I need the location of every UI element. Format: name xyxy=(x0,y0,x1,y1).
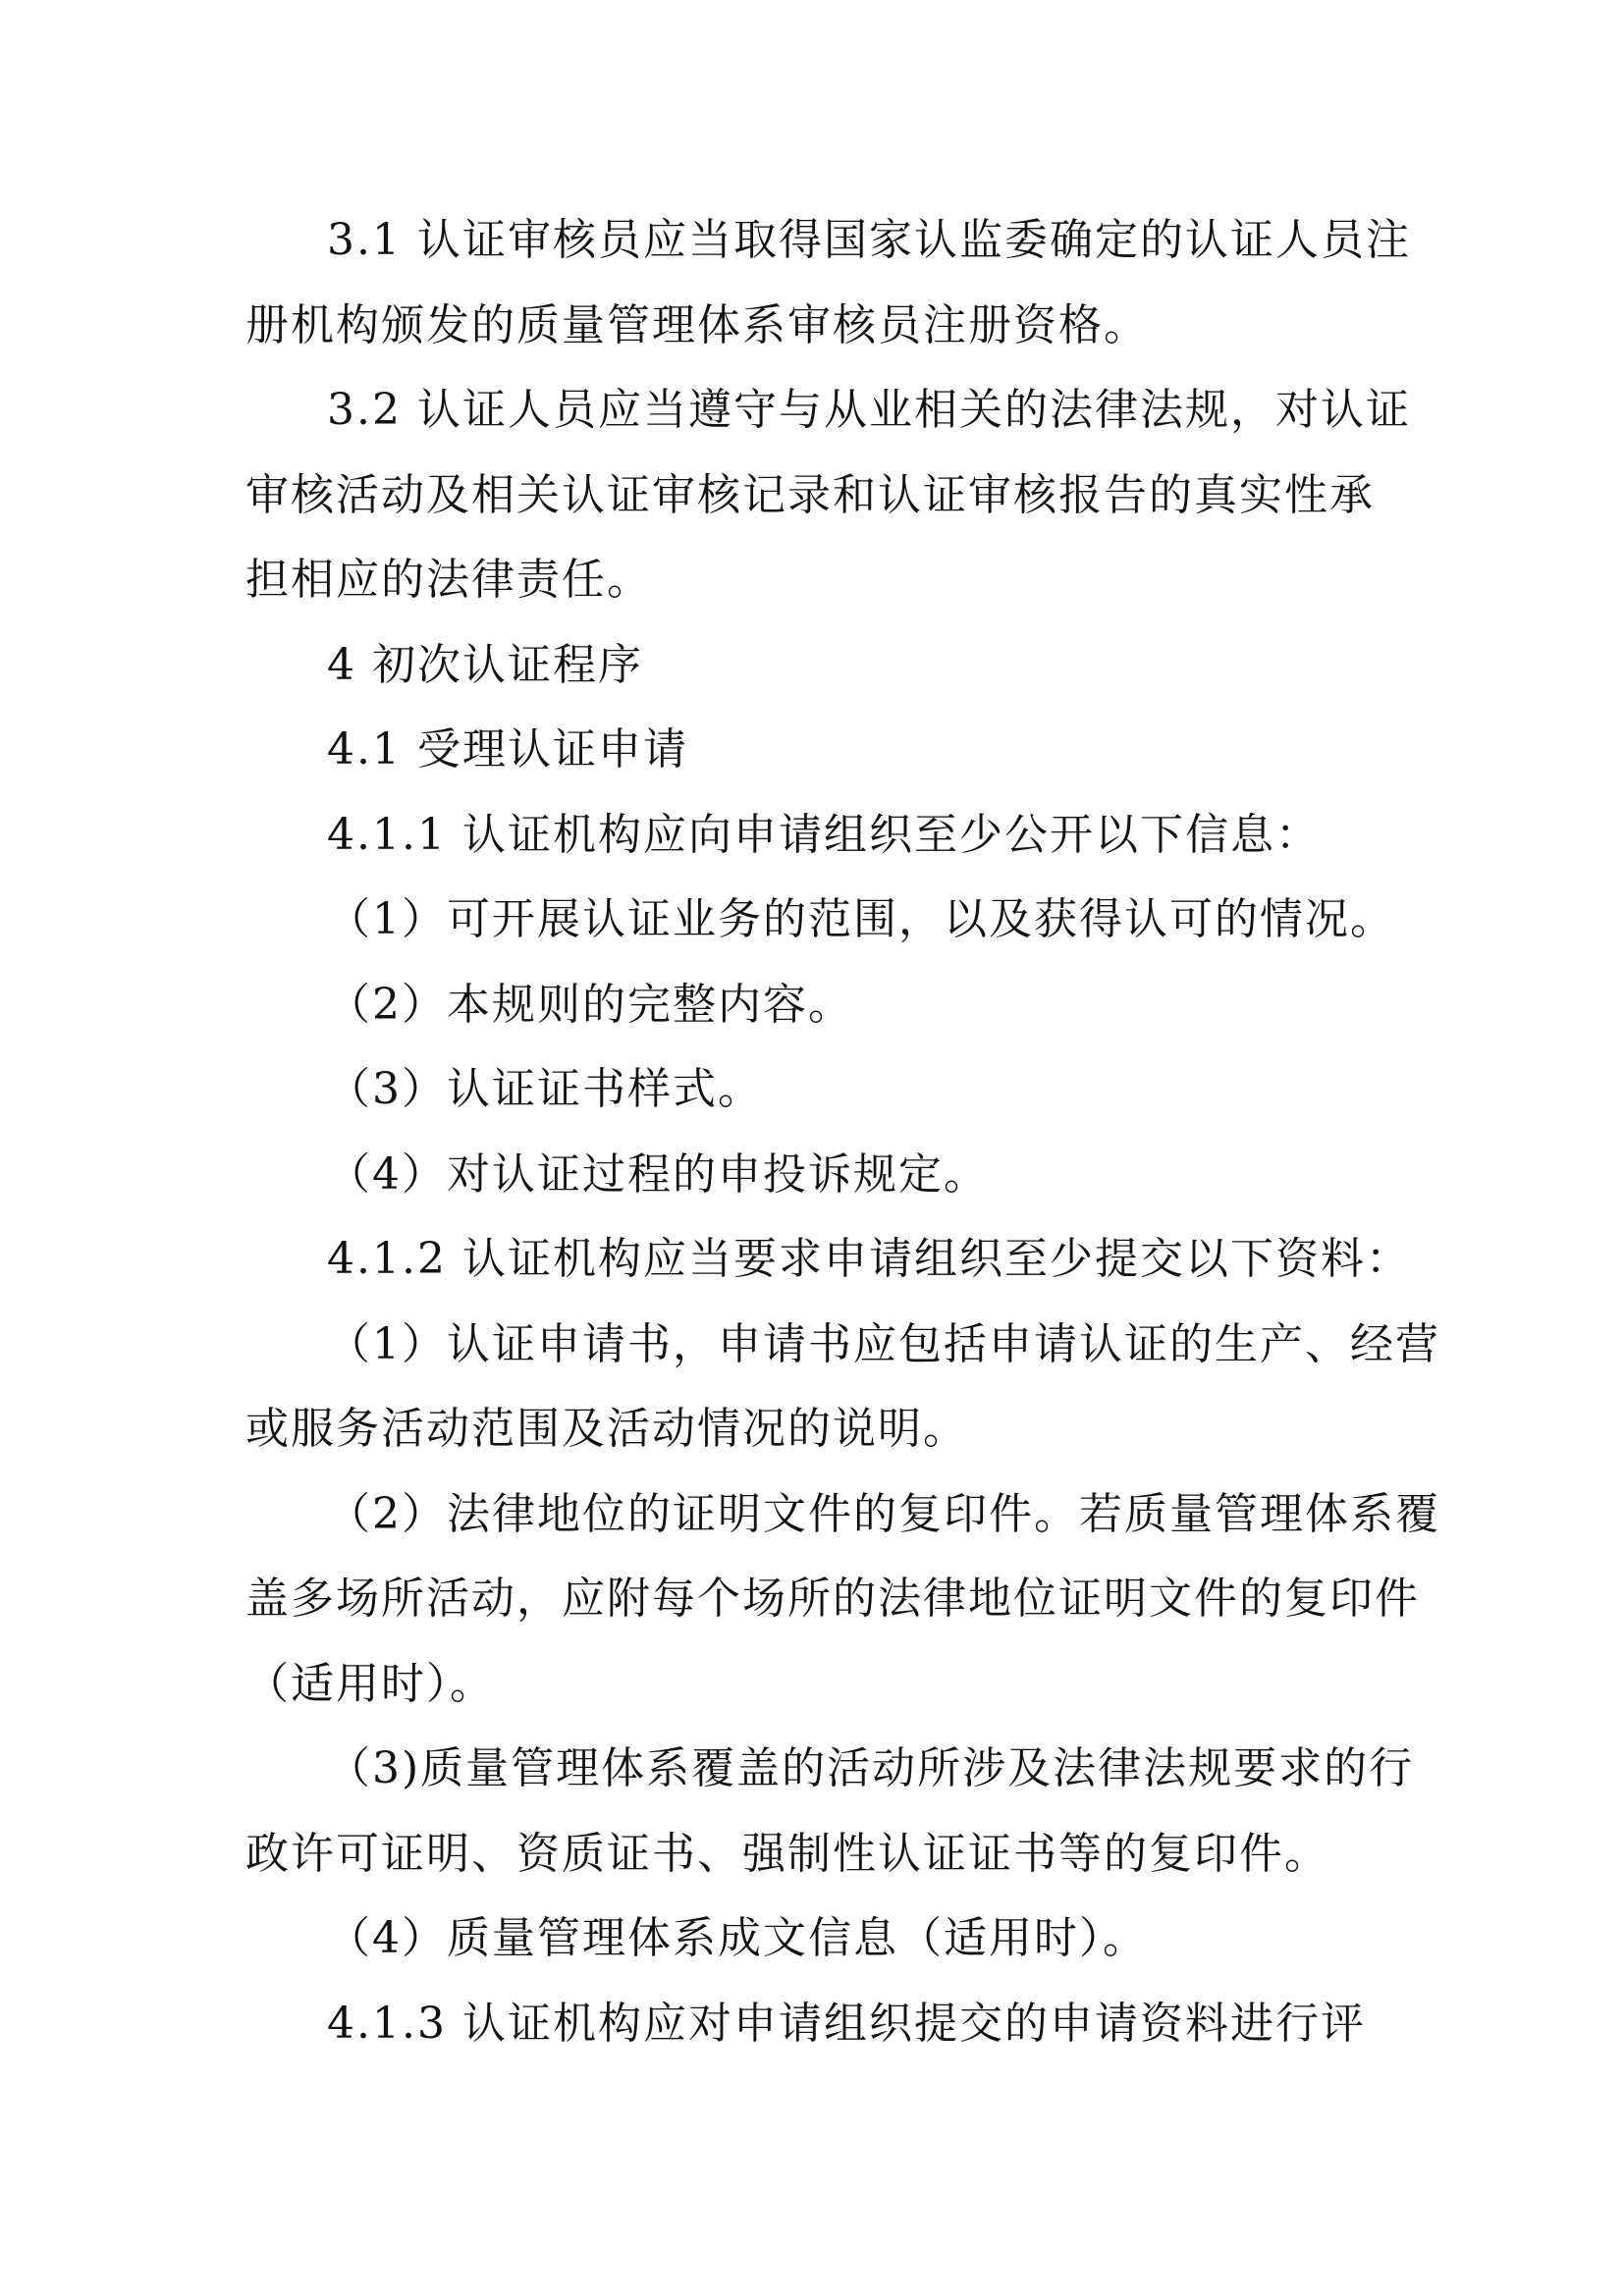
text-line-16: （2）法律地位的证明文件的复印件。若质量管理体系覆 xyxy=(327,1489,1440,1539)
text-line-10: （2）本规则的完整内容。 xyxy=(327,980,853,1030)
text-line-8: 4.1.1 认证机构应向申请组织至少公开以下信息： xyxy=(327,810,1321,860)
text-line-22: 4.1.3 认证机构应对申请组织提交的申请资料进行评 xyxy=(327,1999,1366,2049)
text-line-1: 3.1 认证审核员应当取得国家认监委确定的认证人员注 xyxy=(327,215,1411,265)
text-line-9: （1）可开展认证业务的范围，以及获得认可的情况。 xyxy=(327,894,1395,944)
text-line-5: 担相应的法律责任。 xyxy=(245,555,652,605)
text-line-11: （3）认证证书样式。 xyxy=(327,1064,763,1114)
text-line-20: 政许可证明、资质证书、强制性认证证书等的复印件。 xyxy=(245,1829,1329,1879)
text-line-7: 4.1 受理认证申请 xyxy=(327,724,688,774)
text-line-13: 4.1.2 认证机构应当要求申请组织至少提交以下资料： xyxy=(327,1234,1411,1284)
text-line-4: 审核活动及相关认证审核记录和认证审核报告的真实性承 xyxy=(245,470,1375,520)
text-line-6: 4 初次认证程序 xyxy=(327,640,643,690)
text-line-18: （适用时）。 xyxy=(245,1659,495,1709)
text-line-17: 盖多场所活动，应附每个场所的法律地位证明文件的复印件 xyxy=(245,1574,1420,1624)
text-line-21: （4）质量管理体系成文信息（适用时）。 xyxy=(327,1913,1148,1963)
text-line-3: 3.2 认证人员应当遵守与从业相关的法律法规，对认证 xyxy=(327,385,1411,435)
text-line-12: （4）对认证过程的申投诉规定。 xyxy=(327,1149,989,1200)
text-line-2: 册机构颁发的质量管理体系审核员注册资格。 xyxy=(245,300,1149,350)
text-line-19: （3)质量管理体系覆盖的活动所涉及法律法规要求的行 xyxy=(327,1743,1415,1793)
text-line-15: 或服务活动范围及活动情况的说明。 xyxy=(245,1404,968,1454)
text-line-14: （1）认证申请书，申请书应包括申请认证的生产、经营 xyxy=(327,1319,1440,1369)
